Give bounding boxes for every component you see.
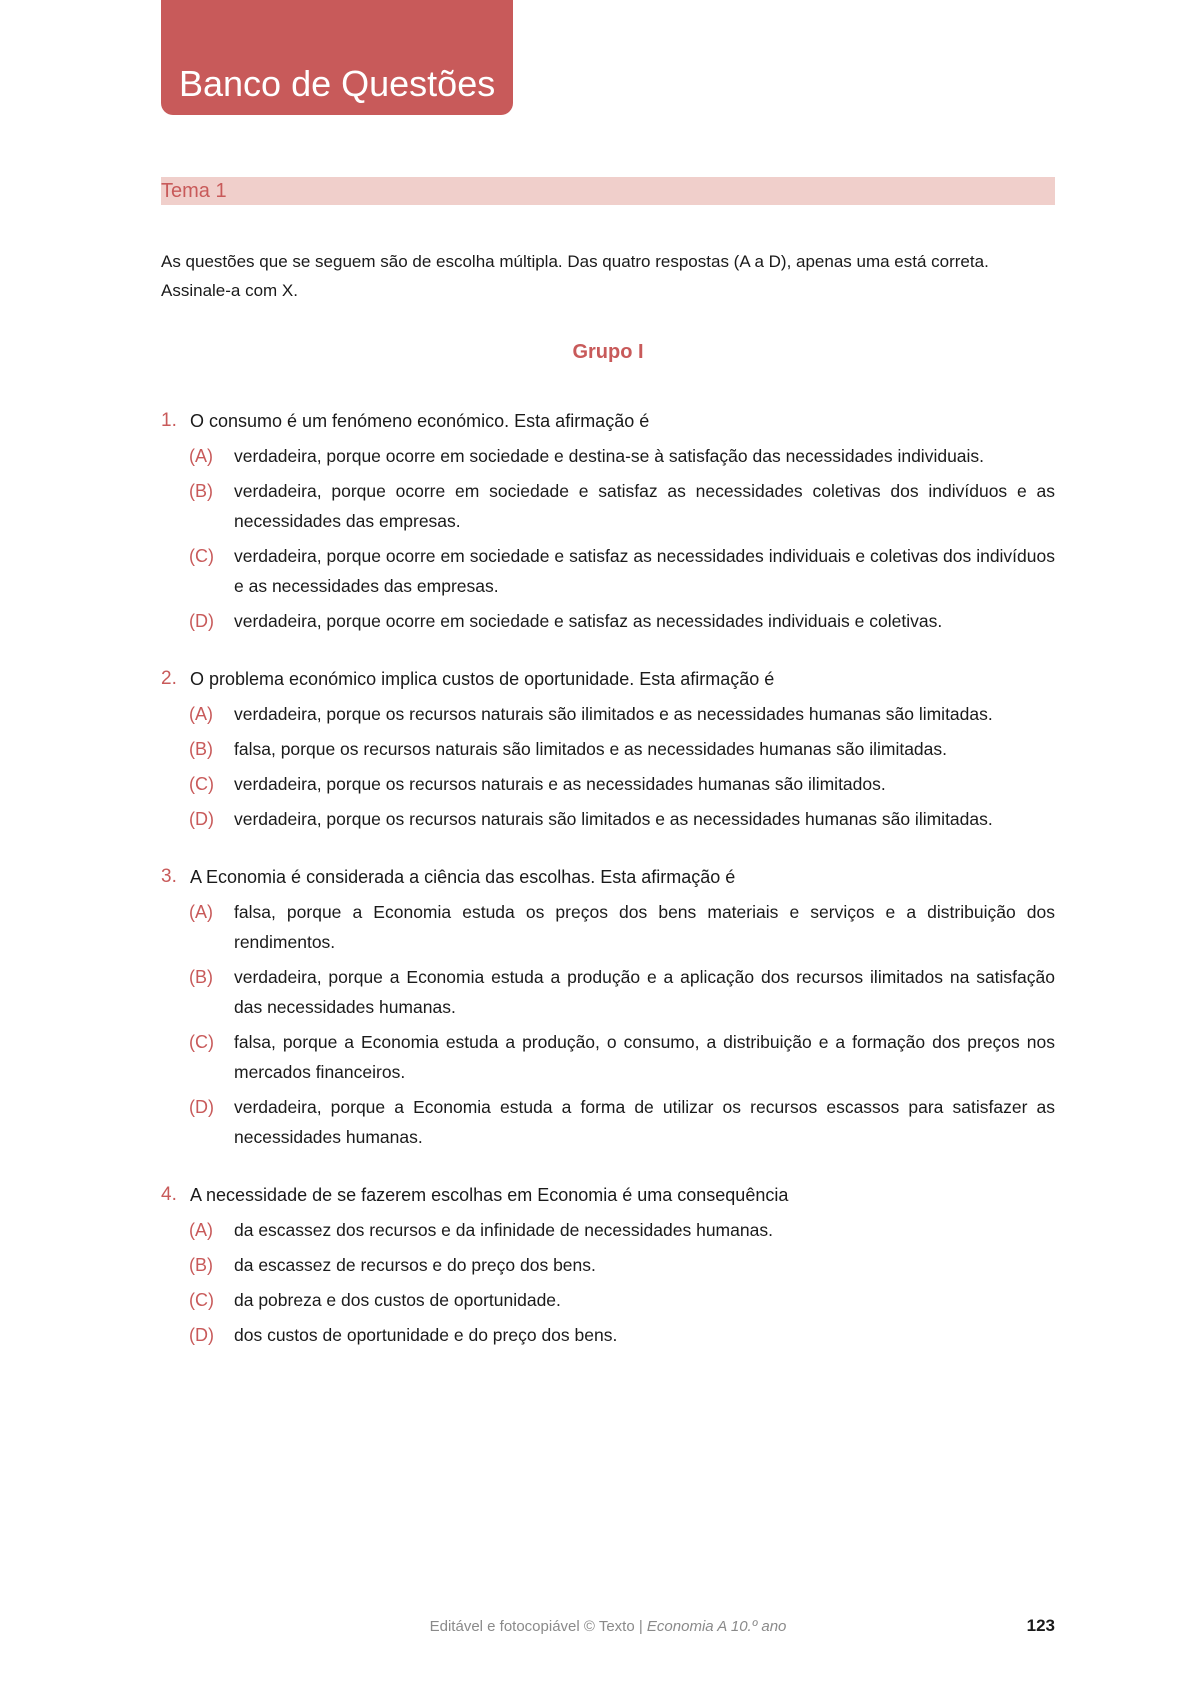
option-text: verdadeira, porque ocorre em sociedade e satisfaz as necessidades individuais e coletivas. [234, 611, 943, 631]
option-d[interactable] [161, 1092, 1055, 1152]
question-stem [161, 1180, 1055, 1210]
tema-label: Tema 1 [161, 180, 227, 202]
option-text: verdadeira, porque os recursos naturais são limitados e as necessidades humanas são ilimitadas. [234, 809, 993, 829]
footer-copyright: Editável e fotocopiável © Texto | [429, 1618, 647, 1635]
page-number: 123 [1026, 1616, 1055, 1635]
option-letter: (B) [189, 967, 213, 987]
option-c[interactable] [161, 769, 1055, 799]
option-c[interactable] [161, 541, 1055, 601]
option-text: verdadeira, porque ocorre em sociedade e satisfaz as necessidades coletivas dos indivíduos e as necessidades das empresas. [234, 481, 1055, 531]
option-letter: (D) [189, 809, 214, 829]
option-text: falsa, porque a Economia estuda a produção, o consumo, a distribuição e a formação dos preços nos mercados financeiros. [234, 1032, 1055, 1082]
option-letter: (A) [189, 704, 213, 724]
option-a[interactable] [161, 897, 1055, 957]
question-3 [161, 862, 1055, 1152]
option-letter: (C) [189, 1032, 214, 1052]
option-letter: (C) [189, 774, 214, 794]
option-letter: (A) [189, 446, 213, 466]
option-letter: (A) [189, 1220, 213, 1240]
option-c[interactable] [161, 1027, 1055, 1087]
option-text: verdadeira, porque a Economia estuda a produção e a aplicação dos recursos ilimitados na satisfação das necessidades humanas. [234, 967, 1055, 1017]
option-text: da escassez de recursos e do preço dos bens. [234, 1255, 596, 1275]
option-letter: (C) [189, 546, 214, 566]
option-letter: (A) [189, 902, 213, 922]
page-footer [161, 1618, 1055, 1642]
option-b[interactable] [161, 476, 1055, 536]
question-text: A Economia é considerada a ciência das escolhas. Esta afirmação é [190, 867, 736, 887]
option-text: da pobreza e dos custos de oportunidade. [234, 1290, 561, 1310]
option-a[interactable] [161, 1215, 1055, 1245]
question-stem [161, 406, 1055, 436]
instructions-text: As questões que se seguem são de escolha múltipla. Das quatro respostas (A a D), apenas uma está correta. Assinale-a com X. [161, 252, 989, 300]
option-text: verdadeira, porque ocorre em sociedade e destina-se à satisfação das necessidades individuais. [234, 446, 985, 466]
option-b[interactable] [161, 734, 1055, 764]
option-text: da escassez dos recursos e da infinidade de necessidades humanas. [234, 1220, 773, 1240]
option-a[interactable] [161, 699, 1055, 729]
question-text: A necessidade de se fazerem escolhas em Economia é uma consequência [190, 1185, 789, 1205]
option-d[interactable] [161, 804, 1055, 834]
option-letter: (B) [189, 739, 213, 759]
option-text: verdadeira, porque os recursos naturais e as necessidades humanas são ilimitados. [234, 774, 886, 794]
footer-book-title: Economia A 10.º ano [646, 1618, 787, 1635]
option-text: verdadeira, porque os recursos naturais são ilimitados e as necessidades humanas são limitadas. [234, 704, 993, 724]
option-text: falsa, porque a Economia estuda os preços dos bens materiais e serviços e a distribuição dos rendimentos. [234, 902, 1055, 952]
question-list [161, 406, 1055, 1378]
option-c[interactable] [161, 1285, 1055, 1315]
option-text: falsa, porque os recursos naturais são limitados e as necessidades humanas são ilimitadas. [234, 739, 948, 759]
group-title: Grupo I [572, 341, 644, 363]
question-number: 2. [161, 668, 177, 689]
option-d[interactable] [161, 1320, 1055, 1350]
option-letter: (B) [189, 481, 213, 501]
question-number: 3. [161, 866, 177, 887]
option-letter: (D) [189, 611, 214, 631]
question-text: O problema económico implica custos de oportunidade. Esta afirmação é [190, 669, 775, 689]
footer-credit [161, 1618, 1055, 1635]
question-1 [161, 406, 1055, 636]
option-letter: (B) [189, 1255, 213, 1275]
question-4 [161, 1180, 1055, 1350]
option-letter: (C) [189, 1290, 214, 1310]
question-stem [161, 664, 1055, 694]
question-number: 1. [161, 410, 177, 431]
option-d[interactable] [161, 606, 1055, 636]
page-title: Banco de Questões [179, 63, 496, 104]
question-number: 4. [161, 1184, 177, 1205]
option-text: verdadeira, porque a Economia estuda a forma de utilizar os recursos escassos para satisfazer as necessidades humanas. [234, 1097, 1055, 1147]
option-text: verdadeira, porque ocorre em sociedade e satisfaz as necessidades individuais e coletivas dos indivíduos e as necessidades das empresas. [234, 546, 1055, 596]
option-letter: (D) [189, 1325, 214, 1345]
option-letter: (D) [189, 1097, 214, 1117]
question-2 [161, 664, 1055, 834]
question-text: O consumo é um fenómeno económico. Esta afirmação é [190, 411, 650, 431]
header-tab [161, 0, 513, 115]
option-a[interactable] [161, 441, 1055, 471]
option-b[interactable] [161, 1250, 1055, 1280]
question-stem [161, 862, 1055, 892]
tema-bar [161, 177, 1055, 205]
option-b[interactable] [161, 962, 1055, 1022]
option-text: dos custos de oportunidade e do preço dos bens. [234, 1325, 618, 1345]
